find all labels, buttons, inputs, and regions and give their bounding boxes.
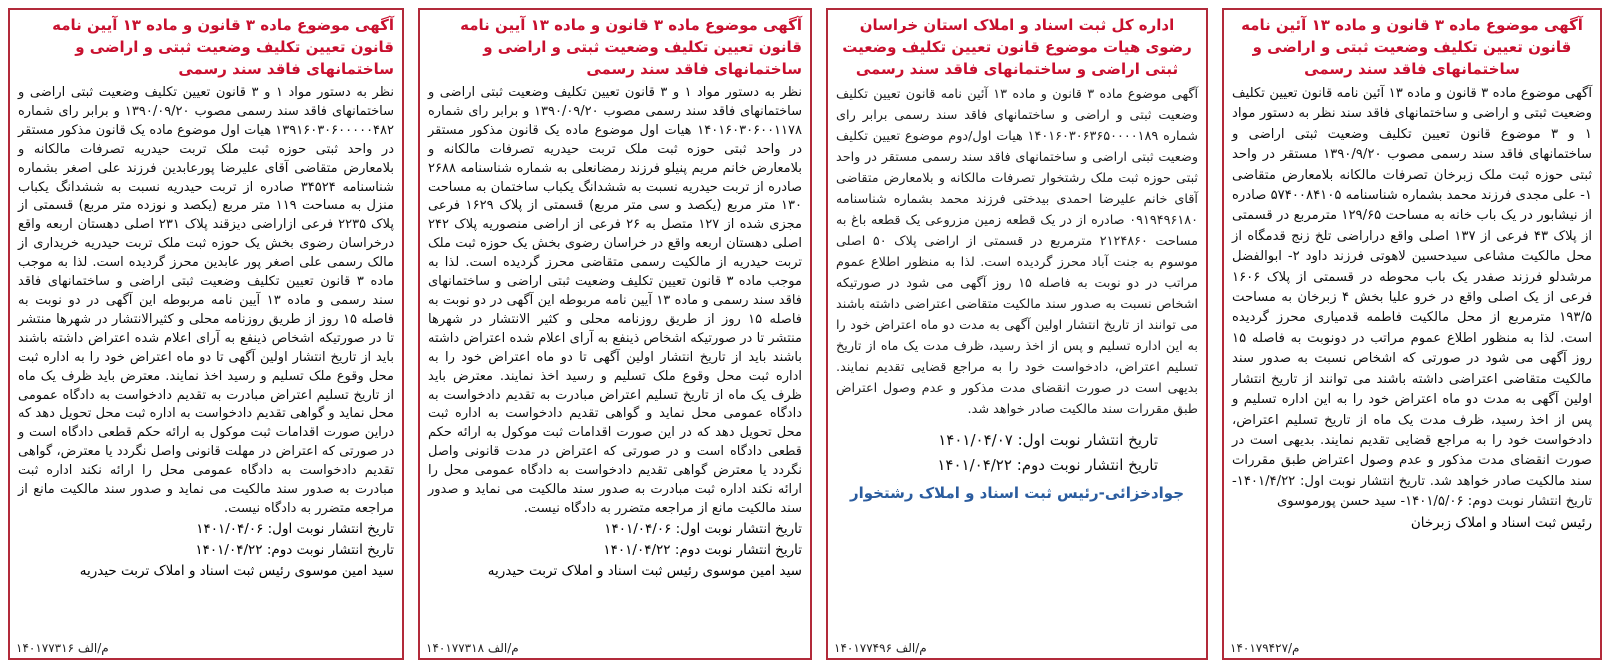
notice-body: نظر به دستور مواد ۱ و ۳ قانون تعیین تکلیف وضعیت ثبتی اراضی و ساختمانهای فاقد سند رسمی مصوب ۱۳۹۰/۰۹/۲۰ و برابر رای شماره ۱۴۰۱۶۰۳۰۶۰۰۱۱۷۸ هیات اول موضوع ماده یک قانون مذکور مستقر در واحد ثبتی حوزه ثبت ملک تربت حیدریه تصرفات مالکانه و بلامعارض خانم مریم پنیلو فرزند رمضانعلی به شماره شناسنامه ۲۶۸۸ صادره از تربت حیدریه نسبت به ششدانگ یکباب ساختمان به مساحت ۱۳۰ متر مربع (یکصد و سی متر مربع) قسمتی از پلاک ۱۶۲۹ فرعی مجزی شده از ۱۲۷ متصل به ۲۶ فرعی از اراضی منصوریه پلاک ۲۴۲ اصلی دهستان اربعه واقع در خراسان رضوی بخش یک حوزه ثبت ملک تربت حیدریه از مالکیت رسمی متقاضی محرز گردیده است. لذا به موجب ماده ۳ قانون تعیین تکلیف وضعیت ثبتی اراضی و ساختمانهای فاقد سند رسمی و ماده ۱۳ آیین نامه مربوطه این آگهی در دو نوبت به فاصله ۱۵ روز از طریق روزنامه محلی و کثیر الانتشار در شهرها منتشر تا در صورتیکه اشخاص ذینفع به آرای اعلام شده اعتراض داشته باشند باید از تاریخ انتشار اولین آگهی تا دو ماه اعتراض خود را به اداره ثبت محل وقوع ملک تسلیم و رسید اخذ نمایند. معترض باید ظرف یک ماه از تاریخ تسلیم اعتراض مبادرت به تقدیم دادخواست به دادگاه عمومی محل نماید و گواهی تقدیم دادخواست به اداره ثبت محل تحویل دهد که در این صورت اقدامات ثبت موکول به ارائه حکم قطعی دادگاه است و در صورتی که اعتراض در مدت قانونی واصل نگردد یا معترض گواهی تقدیم دادخواست به دادگاه عمومی محل را ارائه نکند اداره ثبت مبادرت به صدور سند مالکیت می نماید و صدور سند مالکیت مانع از مراجعه متضرر به دادگاه نیست.: [428, 85, 803, 516]
publication-date-second: تاریخ انتشار نوبت دوم: ۱۴۰۱/۰۴/۲۲: [603, 541, 802, 558]
notice-title: آگهی موضوع ماده ۳ قانون و ماده ۱۳ آئین نامه قانون تعیین تکلیف وضعیت ثبتی و اراضی و ساختمانهای فاقد سند رسمی: [1241, 16, 1583, 78]
notice-signer: سید امین موسوی رئیس ثبت اسناد و املاک تربت حیدریه: [79, 562, 394, 579]
notice-body: آگهی موضوع ماده ۳ قانون و ماده ۱۳ آئین نامه قانون تعیین تکلیف وضعیت ثبتی و اراضی و ساختمانهای فاقد سند رسمی برابر رای شماره ۱۴۰۱۶۰۳۰۶۳۶۵۰۰۰۰۱۸۹ هیات اول/دوم موضوع تعیین تکلیف وضعیت ثبتی اراضی و ساختمانهای فاقد سند رسمی مستقر در واحد ثبتی حوزه ثبت ملک رشتخوار تصرفات مالکانه و بلامعارض متقاضی آقای خانم علیرضا احمدی بیدختی فرزند محمد بشماره شناسنامه ۰۹۱۹۴۹۶۱۸۰ صادره از در یک قطعه زمین مزروعی یک قطعه باغ به مساحت ۲۱۲۴۸۶۰ مترمربع در قسمتی از اراضی پلاک ۵۰ اصلی موسوم به جنت آباد محرز گردیده است. لذا به منظور اطلاع عموم مراتب در دو نوبت به فاصله ۱۵ روز آگهی می شود در صورتیکه اشخاص نسبت به صدور سند مالکیت متقاضی اعتراضی داشته باشند می توانند از تاریخ انتشار اولین آگهی به مدت دو ماه اعتراض خود را به این اداره تسلیم و پس از اخذ رسید، ظرف مدت یک ماه از تاریخ تسلیم اعتراض، دادخواست خود را به مراجع قضایی تقدیم نمایند. بدیهی است در صورت انقضای مدت مذکور و عدم وصول اعتراض طبق مقررات سند مالکیت صادر خواهد شد.: [836, 87, 1198, 417]
notice-torbat-2: [8, 8, 404, 660]
notice-signer: جوادخزائی-رئیس ثبت اسناد و املاک رشتخوار: [849, 484, 1185, 502]
notice-zebarkhan: [1222, 8, 1602, 660]
notice-code: م/۱۴۰۱۷۹۴۲۷: [1230, 641, 1300, 655]
notice-code: م/الف ۱۴۰۱۷۷۳۱۶: [16, 641, 109, 655]
notice-code: م/الف ۱۴۰۱۷۷۳۱۸: [426, 641, 519, 655]
publication-date-first: تاریخ انتشار نوبت اول: ۱۴۰۱/۰۴/۰۷: [938, 431, 1158, 449]
publication-date-first: تاریخ انتشار نوبت اول: ۱۴۰۱/۰۴/۰۶: [196, 520, 394, 537]
notice-body: آگهی موضوع ماده ۳ قانون و ماده ۱۳ آئین نامه قانون تعیین تکلیف وضعیت ثبتی و اراضی و ساختمانهای فاقد سند نظر به دستور مواد ۱ و ۳ موضوع قانون تعیین تکلیف وضعیت ثبتی اراضی و ساختمانهای فاقد سند رسمی مصوب ۱۳۹۰/۹/۲۰ مستقر در واحد ثبتی حوزه ثبت ملک زبرخان تصرفات مالکانه بلامعارض متقاضی ۱- علی مجدی فرزند محمد بشماره شناسنامه ۵۷۴۰۰۸۴۱۰۵ صادره از نیشابور در یک باب خانه به مساحت ۱۲۹/۶۵ مترمربع در قسمتی از پلاک ۴۳ فرعی از ۱۳۷ اصلی واقع دراراضی تلخ زنج قدمگاه از محل مالکیت مشاعی سیدحسین لاهوتی فرزند داود ۲- ابوالفضل مرشدلو فرزند صفدر یک باب محوطه در قسمتی از پلاک ۱۶۰۶ فرعی از یک اصلی واقع در خرو علیا بخش ۴ زبرخان به مساحت ۱۹۳/۵ مترمربع از محل مالکیت فاطمه قدمیاری محرز گردیده است. لذا به منظور اطلاع عموم مراتب در دونوبت به فاصله ۱۵ روز آگهی می شود در صورتی که اشخاص نسبت به صدور سند مالکیت متقاضی اعتراضی داشته باشند می توانند از تاریخ انتشار اولین آگهی به مدت دو ماه اعتراض خود را به این اداره تسلیم و پس از اخذ رسید، ظرف مدت یک ماه از تاریخ تسلیم اعتراض، دادخواست خود را به مراجع قضایی تقدیم نمایند. بدیهی است در صورت انقضای مدت مذکور و عدم وصول اعتراض طبق مقررات سند مالکیت صادر خواهد شد. تاریخ انتشار نوبت اول: ۱۴۰۱/۴/۲۲- تاریخ انتشار نوبت دوم: ۱۴۰۱/۵/۰۶- سید حسن پورموسوی: [1232, 86, 1593, 510]
notice-title: آگهی موضوع ماده ۳ قانون و ماده ۱۳ آیین نامه قانون تعیین تکلیف وضعیت ثبتی و اراضی و ساختمانهای فاقد سند رسمی: [52, 16, 394, 78]
notice-signer: رئیس ثبت اسناد و املاک زبرخان: [1410, 514, 1592, 531]
publication-date-second: تاریخ انتشار نوبت دوم: ۱۴۰۱/۰۴/۲۲: [937, 456, 1158, 474]
notice-body: نظر به دستور مواد ۱ و ۳ قانون تعیین تکلیف وضعیت ثبتی اراضی و ساختمانهای فاقد سند رسمی مصوب ۱۳۹۰/۰۹/۲۰ و برابر رای شماره ۱۳۹۱۶۰۳۰۶۰۰۰۰۰۴۸۲ هیات اول موضوع ماده یک قانون مذکور مستقر در واحد ثبتی حوزه ثبت ملک تربت حیدریه تصرفات مالکانه و بلامعارض متقاضی آقای علیرضا پورعابدین فرزند علی اصغر بشماره شناسنامه ۳۴۵۲۴ صادره از تربت حیدریه نسبت به ششدانگ یکباب منزل به مساحت ۱۱۹ متر مربع (یکصد و نوزده متر مربع) قسمتی از پلاک ۲۲۳۵ فرعی ازاراضی دیزقند پلاک ۲۳۱ اصلی دهستان اربعه واقع درخراسان رضوی بخش یک حوزه ثبت ملک تربت حیدریه خریداری از مالک رسمی علی اصغر پور عابدین محرز گردیده است. لذا به موجب ماده ۳ قانون تعیین تکلیف وضعیت ثبتی اراضی و ساختمانهای فاقد سند رسمی و ماده ۱۳ آیین نامه مربوطه این آگهی در دو نوبت به فاصله ۱۵ روز از طریق روزنامه محلی و کثیرالانتشار در شهرها منتشر تا در صورتیکه اشخاص ذینفع به آرای اعلام شده اعتراض داشته باشند باید از تاریخ انتشار اولین آگهی تا دو ماه اعتراض خود را به اداره ثبت محل وقوع ملک تسلیم و رسید اخذ نمایند. معترض باید ظرف یک ماه از تاریخ تسلیم اعتراض مبادرت به تقدیم دادخواست به دادگاه عمومی محل نماید و گواهی تقدیم دادخواست به اداره ثبت محل تحویل دهد که دراین صورت اقدامات ثبت موکول به ارائه حکم قطعی دادگاه است و در صورتی که اعتراض در مهلت قانونی واصل نگردد یا معترض، گواهی تقدیم دادخواست به دادگاه عمومی محل را ارائه نکند اداره ثبت مبادرت به صدور سند مالکیت می نماید و صدور سند مالکیت مانع از مراجعه متضرر به دادگاه نیست.: [18, 85, 395, 516]
notice-torbat-1: [418, 8, 812, 660]
notice-roshtkhar: [826, 8, 1208, 660]
notice-title: آگهی موضوع ماده ۳ قانون و ماده ۱۳ آیین نامه قانون تعیین تکلیف وضعیت ثبتی و اراضی و ساختمانهای فاقد سند رسمی: [460, 16, 802, 78]
publication-date-second: تاریخ انتشار نوبت دوم: ۱۴۰۱/۰۴/۲۲: [195, 541, 394, 558]
notice-code: م/الف ۱۴۰۱۷۷۴۹۶: [834, 641, 927, 655]
publication-date-first: تاریخ انتشار نوبت اول: ۱۴۰۱/۰۴/۰۶: [604, 520, 802, 537]
publication-dates: [836, 428, 1198, 478]
notice-signer: سید امین موسوی رئیس ثبت اسناد و املاک تربت حیدریه: [487, 562, 802, 579]
notice-title: اداره کل ثبت اسناد و املاک استان خراسان رضوی هیات موضوع قانون تعیین تکلیف وضعیت ثبتی اراضی و ساختمانهای فاقد سند رسمی: [842, 16, 1192, 78]
